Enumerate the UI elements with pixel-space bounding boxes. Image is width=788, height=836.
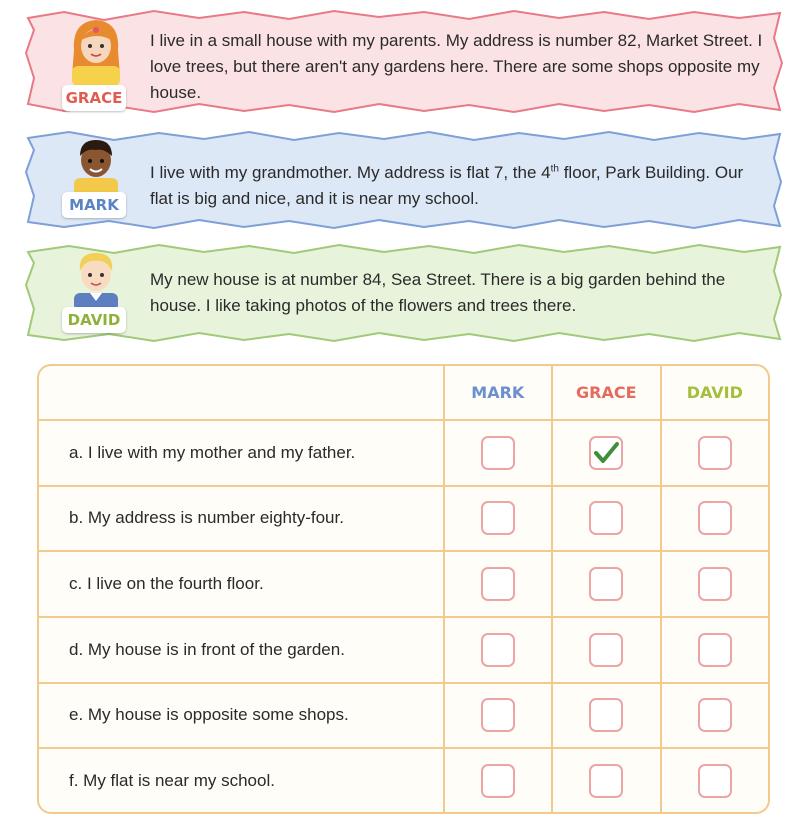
- table-row: [39, 551, 768, 617]
- statement-text: a. I live with my mother and my father.: [39, 420, 444, 486]
- column-header-grace: GRACE: [552, 366, 661, 420]
- table-row: [39, 617, 768, 683]
- checkbox[interactable]: [589, 436, 623, 470]
- david-avatar: [68, 247, 124, 311]
- checkbox[interactable]: [589, 698, 623, 732]
- checkbox[interactable]: [589, 567, 623, 601]
- grace-avatar: [68, 16, 124, 86]
- grace-name-tag: GRACE: [62, 85, 126, 111]
- checkbox[interactable]: [589, 764, 623, 798]
- grace-speech-bubble: [24, 8, 784, 114]
- statement-text: e. My house is opposite some shops.: [39, 683, 444, 749]
- checkbox[interactable]: [481, 436, 515, 470]
- table-header-row: [39, 366, 768, 420]
- column-header-david: DAVID: [661, 366, 768, 420]
- table-row: [39, 420, 768, 486]
- checkbox[interactable]: [698, 436, 732, 470]
- checkbox[interactable]: [589, 633, 623, 667]
- checkbox[interactable]: [481, 764, 515, 798]
- table-row: [39, 486, 768, 552]
- checkbox[interactable]: [698, 501, 732, 535]
- checkbox[interactable]: [481, 501, 515, 535]
- statement-text: d. My house is in front of the garden.: [39, 617, 444, 683]
- column-header-mark: MARK: [444, 366, 552, 420]
- header-blank: [39, 366, 444, 420]
- david-text: My new house is at number 84, Sea Street. There is a big garden behind the house. I like taking photos of the flowers and trees there.: [150, 270, 726, 315]
- david-name-tag: DAVID: [62, 307, 126, 333]
- checkbox[interactable]: [589, 501, 623, 535]
- checklist-table: [37, 364, 770, 814]
- checkbox[interactable]: [481, 633, 515, 667]
- mark-text: I live with my grandmother. My address is flat 7, the 4th floor, Park Building. Our flat is big and nice, and it is near my school.: [150, 163, 744, 208]
- table-row: [39, 748, 768, 812]
- statement-text: c. I live on the fourth floor.: [39, 551, 444, 617]
- check-mark-icon: [592, 440, 620, 466]
- checkbox[interactable]: [698, 633, 732, 667]
- mark-name-tag: MARK: [62, 192, 126, 218]
- grace-text: I live in a small house with my parents. My address is number 82, Market Street. I love trees, but there aren't any gardens here. There are some shops opposite my house.: [150, 31, 763, 102]
- mark-speech-bubble: [24, 130, 784, 230]
- checkbox[interactable]: [481, 567, 515, 601]
- checkbox[interactable]: [481, 698, 515, 732]
- checkbox[interactable]: [698, 567, 732, 601]
- checkbox[interactable]: [698, 764, 732, 798]
- statement-text: f. My flat is near my school.: [39, 748, 444, 812]
- david-speech-bubble: [24, 243, 784, 343]
- table-row: [39, 683, 768, 749]
- mark-avatar: [68, 134, 124, 196]
- statement-text: b. My address is number eighty-four.: [39, 486, 444, 552]
- checkbox[interactable]: [698, 698, 732, 732]
